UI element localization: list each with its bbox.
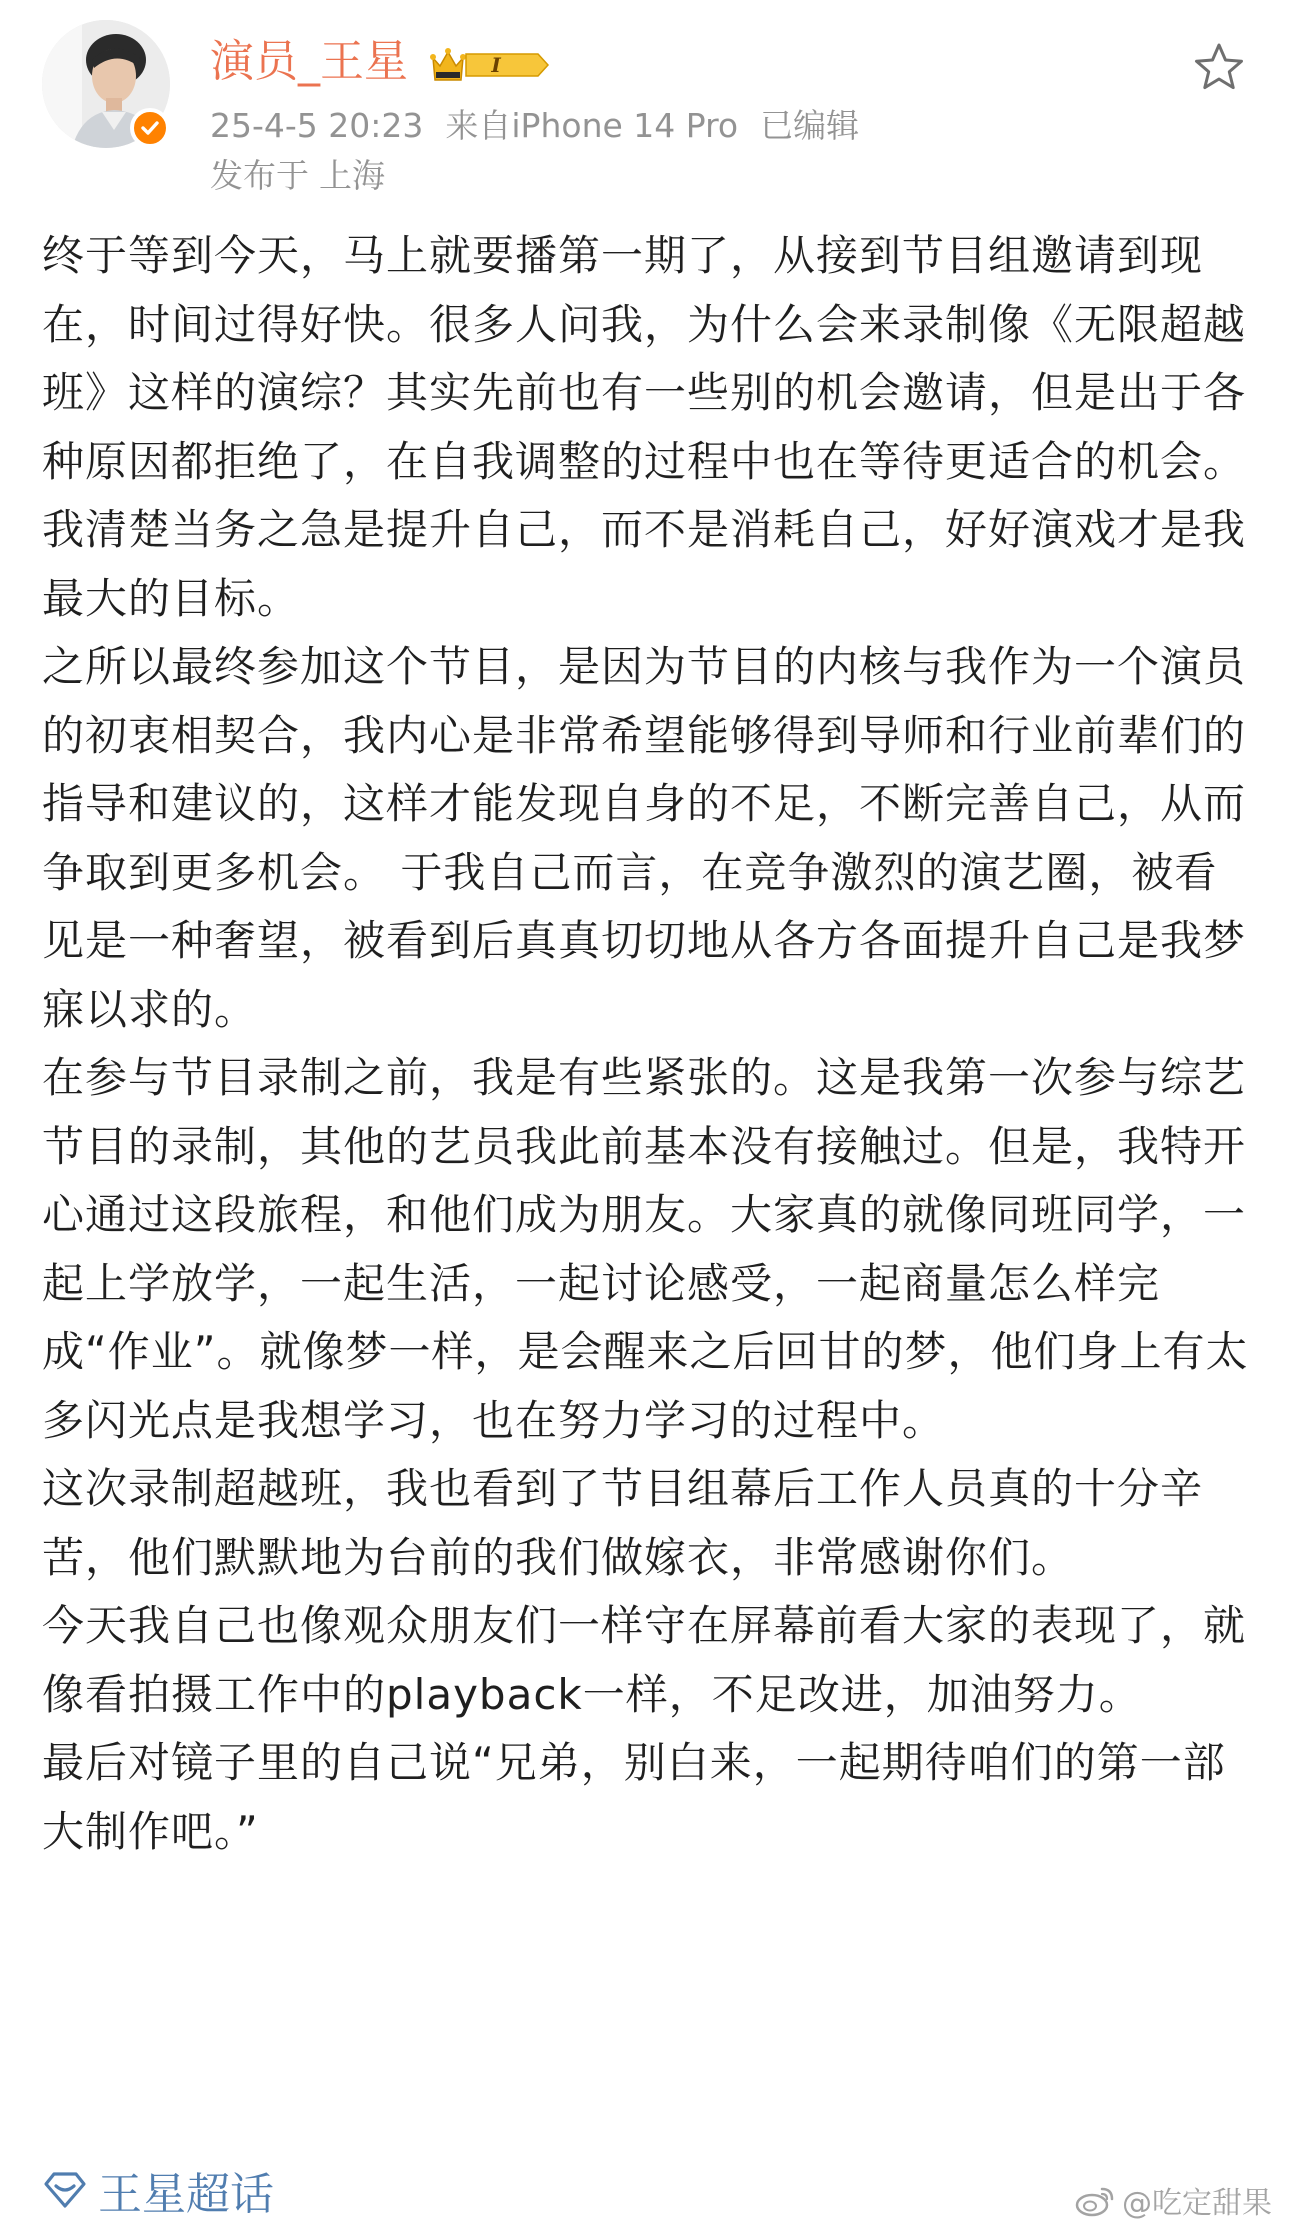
username[interactable]: 演员_王星 [210,36,408,87]
watermark-text: @吃定甜果 [1122,2186,1272,2221]
post-source: 来自iPhone 14 Pro [445,106,739,145]
star-icon[interactable] [1193,42,1245,92]
location-name: 上海 [319,156,385,195]
post-paragraph: 终于等到今天，马上就要播第一期了，从接到节目组邀请到现在，时间过得好快。很多人问我，为什么会来录制像《无限超越班》这样的演综？其实先前也有一些别的机会邀请，但是出于各种原因都拒绝了，在自我调整的过程中也在等待更适合的机会。我清楚当务之急是提升自己，而不是消耗自己，好好演戏才是我最大的目标。 [42,231,1247,623]
edited-label[interactable]: 已编辑 [760,106,860,145]
super-topic-icon [42,2170,88,2210]
vip-level-text: I [491,53,501,77]
location-prefix: 发布于 [210,156,309,195]
post-paragraph: 今天我自己也像观众朋友们一样守在屏幕前看大家的表现了，就像看拍摄工作中的playback一样，不足改进，加油努力。 [42,1601,1247,1719]
super-topic-label: 王星超话 [98,2169,274,2220]
vip-crown-badge-icon[interactable] [430,42,550,88]
watermark [1074,2178,1272,2222]
post-paragraph: 最后对镜子里的自己说“兄弟，别白来，一起期待咱们的第一部大制作吧。” [42,1738,1226,1856]
post-location [210,153,385,199]
verified-check-icon [139,117,161,139]
post-meta [210,103,859,149]
weibo-logo-icon [1074,2183,1116,2217]
post-content [42,222,1252,1866]
post-time: 25-4-5 20:23 [210,106,424,145]
verified-badge [130,108,170,148]
super-topic-link[interactable] [42,2160,274,2220]
post-paragraph: 在参与节目录制之前，我是有些紧张的。这是我第一次参与综艺节目的录制，其他的艺员我此前基本没有接触过。但是，我特开心通过这段旅程，和他们成为朋友。大家真的就像同班同学，一起上学放学，一起生活，一起讨论感受，一起商量怎么样完成“作业”。就像梦一样，是会醒来之后回甘的梦，他们身上有太多闪光点是我想学习，也在努力学习的过程中。 [42,1053,1249,1445]
post-header [0,0,1290,210]
post-paragraph: 之所以最终参加这个节目，是因为节目的内核与我作为一个演员的初衷相契合，我内心是非常希望能够得到导师和行业前辈们的指导和建议的，这样才能发现自身的不足，不断完善自己，从而争取到更多机会。 于我自己而言，在竞争激烈的演艺圈，被看见是一种奢望，被看到后真真切切地从各方各面提升自己是我梦寐以求的。 [42,642,1247,1034]
post-paragraph: 这次录制超越班，我也看到了节目组幕后工作人员真的十分辛苦，他们默默地为台前的我们做嫁衣，非常感谢你们。 [42,1464,1204,1582]
